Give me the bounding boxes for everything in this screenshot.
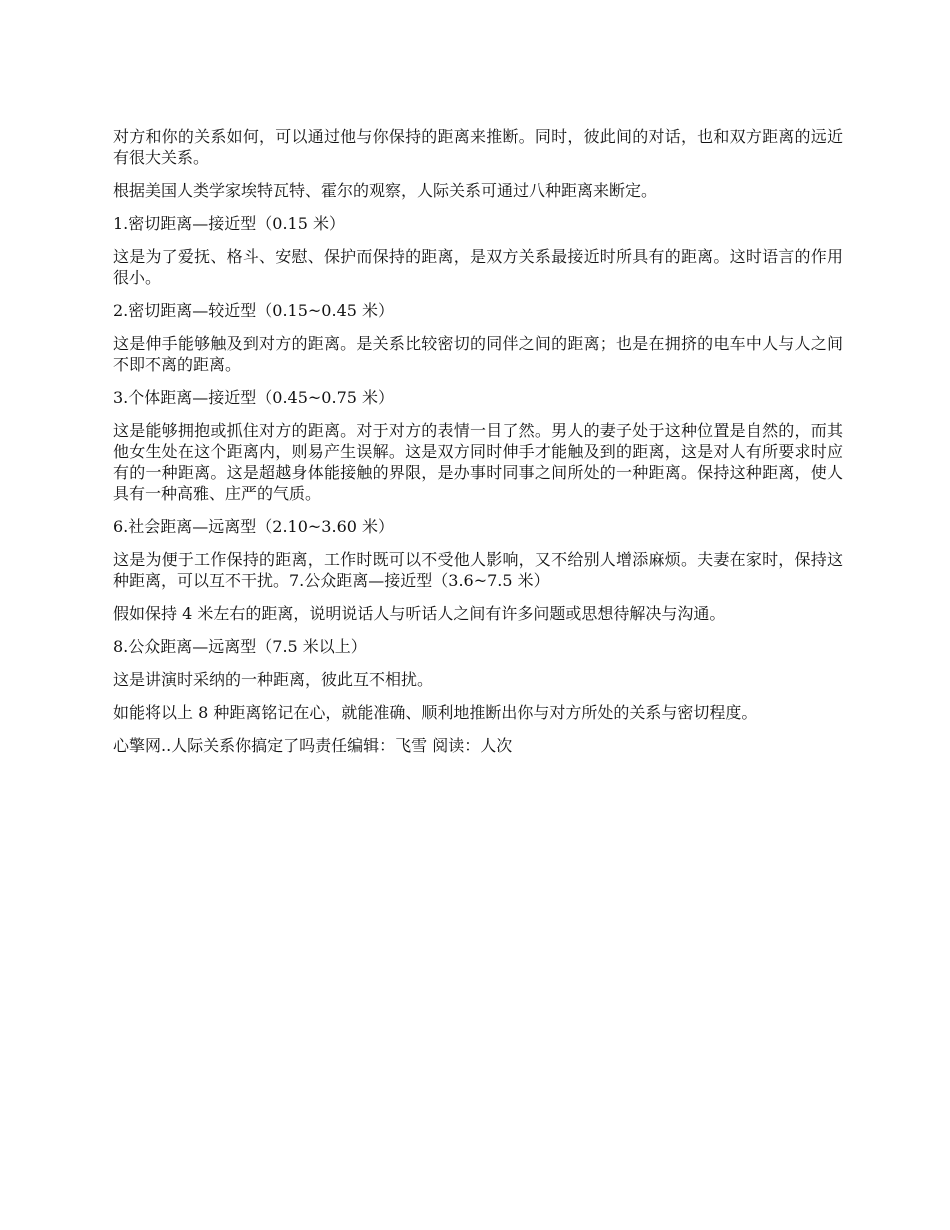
- section-heading-2: 2.密切距离—较近型（0.15~0.45 米）: [113, 301, 395, 320]
- section-body-2: 这是伸手能够触及到对方的距离。是关系比较密切的同伴之间的距离；也是在拥挤的电车中人与人之间不即不离的距离。: [113, 334, 843, 374]
- section-heading-6: 6.社会距离—远离型（2.10~3.60 米）: [113, 517, 395, 536]
- section-heading-1: 1.密切距离—接近型（0.15 米）: [113, 214, 345, 233]
- document-body: [113, 126, 843, 768]
- section-body-7: 假如保持 4 米左右的距离，说明说话人与听话人之间有许多问题或思想待解决与沟通。: [113, 604, 726, 623]
- section-body-8: 这是讲演时采纳的一种距离，彼此互不相扰。: [113, 670, 434, 689]
- section-body-3: 这是能够拥抱或抓住对方的距离。对于对方的表情一目了然。男人的妻子处于这种位置是自然的，而其他女生处在这个距离内，则易产生误解。这是双方同时伸手才能触及到的距离，这是对人有所要求时应有的一种距离。这是超越身体能接触的界限，是办事时同事之间所处的一种距离。保持这种距离，使人具有一种高雅、庄严的气质。: [113, 421, 843, 503]
- section-heading-8: 8.公众距离—远离型（7.5 米以上）: [113, 637, 367, 656]
- intro-paragraph: 对方和你的关系如何，可以通过他与你保持的距离来推断。同时，彼此间的对话，也和双方距离的远近有很大关系。: [113, 127, 843, 167]
- context-paragraph: 根据美国人类学家埃特瓦特、霍尔的观察，人际关系可通过八种距离来断定。: [113, 181, 658, 200]
- footer-line: 心擎网..人际关系你搞定了吗责任编辑：飞雪 阅读：人次: [113, 736, 513, 755]
- section-body-6: 这是为便于工作保持的距离，工作时既可以不受他人影响，又不给别人增添麻烦。夫妻在家时，保持这种距离，可以互不干扰。7.公众距离—接近型（3.6~7.5 米）: [113, 550, 843, 590]
- section-body-1: 这是为了爱抚、格斗、安慰、保护而保持的距离，是双方关系最接近时所具有的距离。这时语言的作用很小。: [113, 247, 843, 287]
- section-heading-3: 3.个体距离—接近型（0.45~0.75 米）: [113, 388, 395, 407]
- conclusion-paragraph: 如能将以上 8 种距离铭记在心，就能准确、顺利地推断出你与对方所处的关系与密切程度。: [113, 703, 758, 722]
